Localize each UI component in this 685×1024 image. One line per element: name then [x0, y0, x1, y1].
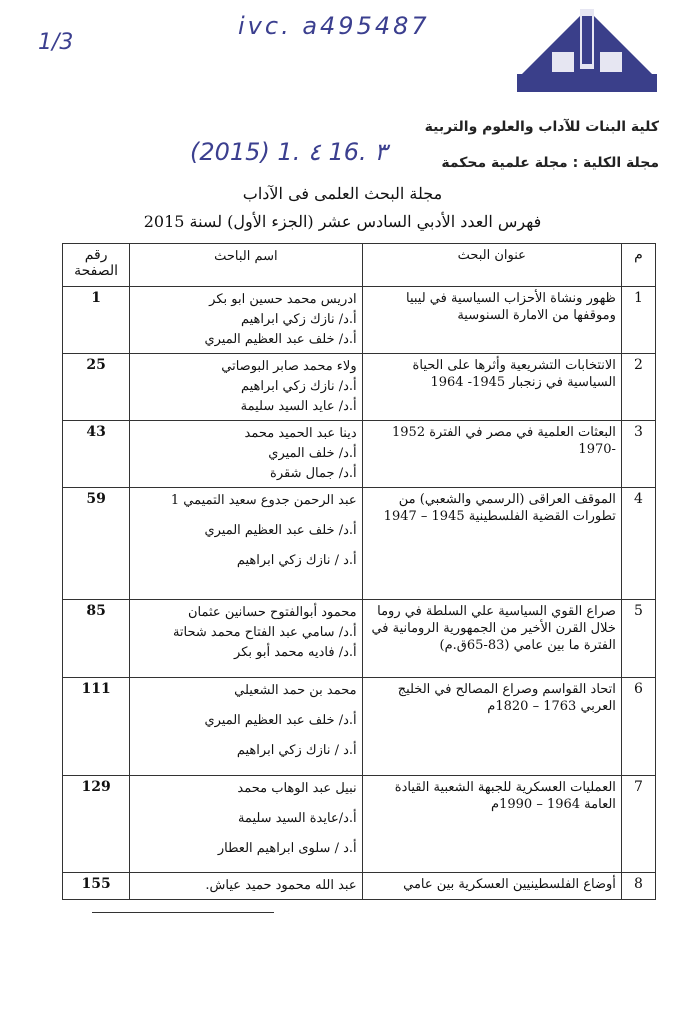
row-page: 155: [63, 873, 130, 900]
row-num: 8: [621, 873, 655, 900]
row-page: 129: [63, 776, 130, 873]
supervisor-name: أ.د / سلوى ابراهيم العطار: [217, 841, 357, 856]
supervisor-name: أ.د/ خلف عبد العظيم الميري: [204, 332, 357, 347]
header-page: رقم الصفحة: [63, 244, 130, 287]
supervisor-name: أ.د/ نازك زكي ابراهيم: [240, 312, 357, 327]
row-page: 85: [63, 600, 130, 678]
supervisor-name: أ.د/ سامي عبد الفتاح محمد شحاتة: [172, 625, 357, 640]
contents-table: [62, 243, 656, 900]
row-researchers: [130, 873, 362, 900]
university-logo: [512, 4, 662, 94]
row-num: 6: [621, 678, 655, 776]
row-title: الموقف العراقى (الرسمي والشعبي) من تطورات القضية الفلسطينية 1945 – 1947: [362, 488, 621, 600]
row-title: البعثات العلمية في مصر في الفترة 1952 -1970: [362, 421, 621, 488]
row-num: 1: [621, 287, 655, 354]
researcher-name: نبيل عبد الوهاب محمد: [237, 781, 357, 796]
row-researchers: [130, 776, 362, 873]
row-title: ظهور ونشاة الأحزاب السياسية في ليبيا وموقفها من الامارة السنوسية: [362, 287, 621, 354]
handwritten-date: (2015) 1. ٤ 16. ٣: [190, 138, 388, 166]
row-researchers: [130, 354, 362, 421]
table-row: [63, 873, 656, 900]
row-title: اتحاد القواسم وصراع المصالح في الخليج العربي 1763 – 1820م: [362, 678, 621, 776]
supervisor-name: أ.د/ نازك زكي ابراهيم: [240, 379, 357, 394]
journal-title: مجلة البحث العلمى فى الآداب: [242, 184, 443, 203]
table-row: [63, 776, 656, 873]
table-row: [63, 421, 656, 488]
row-researchers: [130, 488, 362, 600]
table-row: [63, 600, 656, 678]
supervisor-name: أ.د/ خلف عبد العظيم الميري: [204, 523, 357, 538]
researcher-name: ولاء محمد صابر البوصاتي: [221, 359, 357, 374]
row-num: 5: [621, 600, 655, 678]
row-researchers: [130, 421, 362, 488]
researcher-name: عبد الله محمود حميد عياش.: [205, 878, 357, 893]
header-researcher: اسم الباحث: [130, 244, 362, 287]
college-name: كلية البنات للآداب والعلوم والتربية: [424, 119, 659, 135]
table-header-row: [63, 244, 656, 287]
row-num: 7: [621, 776, 655, 873]
row-page: 1: [63, 287, 130, 354]
journal-type: مجلة الكلية : مجلة علمية محكمة: [441, 155, 659, 171]
row-page: 59: [63, 488, 130, 600]
supervisor-name: أ.د / نازك زكي ابراهيم: [236, 553, 357, 568]
supervisor-name: أ.د/ جمال شقرة: [270, 466, 357, 481]
supervisor-name: أ.د/عايدة السيد سليمة: [237, 811, 357, 826]
footnote-divider: [92, 912, 274, 913]
researcher-name: ادريس محمد حسين ابو بكر: [209, 292, 357, 307]
row-title: الانتخابات التشريعية وأثرها على الحياة السياسية في زنجبار 1945- 1964: [362, 354, 621, 421]
row-num: 2: [621, 354, 655, 421]
supervisor-name: أ.د/ خلف عبد العظيم الميري: [204, 713, 357, 728]
row-title: العمليات العسكرية للجبهة الشعبية القيادة العامة 1964 – 1990م: [362, 776, 621, 873]
table-row: [63, 488, 656, 600]
handwritten-accession-number: ivc. a495487: [238, 12, 430, 40]
row-title: أوضاع الفلسطينيين العسكرية بين عامي: [362, 873, 621, 900]
header-title: عنوان البحث: [362, 244, 621, 287]
row-page: 111: [63, 678, 130, 776]
row-page: 43: [63, 421, 130, 488]
supervisor-name: أ.د/ عايد السيد سليمة: [240, 399, 357, 414]
row-num: 4: [621, 488, 655, 600]
researcher-name: محمود أبوالفتوح حسانين عثمان: [187, 605, 357, 620]
row-researchers: [130, 600, 362, 678]
row-researchers: [130, 678, 362, 776]
researcher-name: دينا عبد الحميد محمد: [244, 426, 357, 441]
row-num: 3: [621, 421, 655, 488]
row-page: 25: [63, 354, 130, 421]
row-title: صراع القوي السياسية علي السلطة في روما خلال القرن الأخير من الجمهورية الرومانية في الفترة ما بين عامي (83-65ق.م): [362, 600, 621, 678]
supervisor-name: أ.د/ خلف الميري: [268, 446, 357, 461]
header-num: م: [621, 244, 655, 287]
researcher-name: محمد بن حمد الشعيلي: [234, 683, 357, 698]
table-row: [63, 287, 656, 354]
table-row: [63, 354, 656, 421]
supervisor-name: أ.د/ فاديه محمد أبو بكر: [234, 645, 357, 660]
issue-title: فهرس العدد الأدبي السادس عشر (الجزء الأول) لسنة 2015: [143, 212, 542, 231]
handwritten-page-number: 1/3: [38, 30, 74, 55]
table-row: [63, 678, 656, 776]
row-researchers: [130, 287, 362, 354]
researcher-name: عبد الرحمن جدوع سعيد التميمي 1: [170, 493, 357, 508]
supervisor-name: أ.د / نازك زكي ابراهيم: [236, 743, 357, 758]
